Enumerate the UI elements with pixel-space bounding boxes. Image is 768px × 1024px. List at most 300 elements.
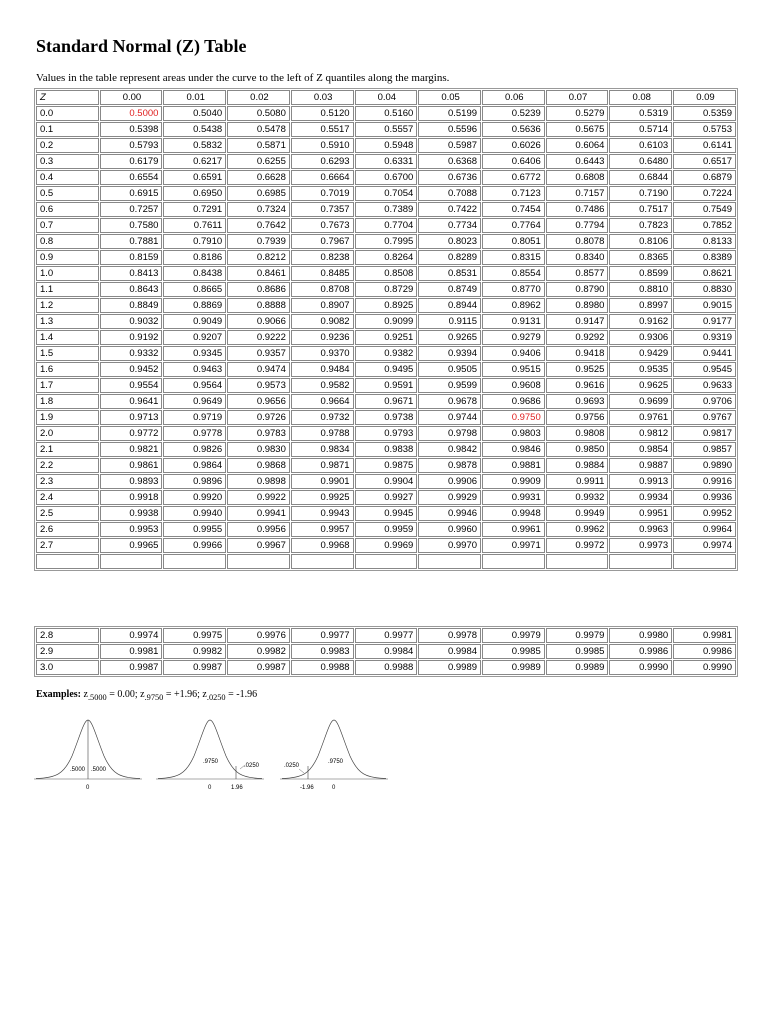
- probability-cell: 0.9878: [418, 458, 481, 473]
- probability-cell: 0.9664: [291, 394, 354, 409]
- probability-cell: 0.6026: [482, 138, 545, 153]
- probability-cell: 0.5675: [546, 122, 609, 137]
- empty-cell: [100, 554, 163, 569]
- empty-cell: [673, 554, 736, 569]
- probability-cell: 0.9767: [673, 410, 736, 425]
- table-row: [36, 154, 736, 169]
- probability-cell: 0.5438: [163, 122, 226, 137]
- probability-cell: 0.9972: [546, 538, 609, 553]
- probability-cell: 0.9772: [100, 426, 163, 441]
- empty-cell: [291, 554, 354, 569]
- probability-cell: 0.8944: [418, 298, 481, 313]
- probability-cell: 0.9706: [673, 394, 736, 409]
- probability-cell: 0.9887: [609, 458, 672, 473]
- probability-cell: 0.9977: [291, 628, 354, 643]
- probability-cell: 0.8907: [291, 298, 354, 313]
- probability-cell: 0.9868: [227, 458, 290, 473]
- probability-cell: 0.7823: [609, 218, 672, 233]
- table-row: [36, 106, 736, 121]
- row-z-value: 2.5: [36, 506, 99, 521]
- probability-cell: 0.8665: [163, 282, 226, 297]
- probability-cell: 0.9890: [673, 458, 736, 473]
- probability-cell: 0.9986: [673, 644, 736, 659]
- empty-cell: [546, 554, 609, 569]
- example-2: $z_{.9750} = +1.96$;: [140, 689, 203, 702]
- row-z-value: 0.5: [36, 186, 99, 201]
- probability-cell: 0.8888: [227, 298, 290, 313]
- probability-cell: 0.9981: [673, 628, 736, 643]
- probability-cell: 0.5478: [227, 122, 290, 137]
- probability-cell: 0.9452: [100, 362, 163, 377]
- probability-cell: 0.9406: [482, 346, 545, 361]
- row-z-value: 2.8: [36, 628, 99, 643]
- empty-cell: [36, 554, 99, 569]
- probability-cell: 0.6217: [163, 154, 226, 169]
- probability-cell: 0.9207: [163, 330, 226, 345]
- probability-cell: 0.6700: [355, 170, 418, 185]
- probability-cell: 0.7852: [673, 218, 736, 233]
- probability-cell: 0.6179: [100, 154, 163, 169]
- probability-cell: 0.9948: [482, 506, 545, 521]
- probability-cell: 0.8212: [227, 250, 290, 265]
- probability-cell: 0.6915: [100, 186, 163, 201]
- probability-cell: 0.7967: [291, 234, 354, 249]
- row-z-value: 1.0: [36, 266, 99, 281]
- probability-cell: 0.9962: [546, 522, 609, 537]
- probability-cell: 0.6255: [227, 154, 290, 169]
- column-header: 0.09: [673, 90, 736, 105]
- probability-cell: 0.9463: [163, 362, 226, 377]
- probability-cell: 0.9382: [355, 346, 418, 361]
- table-row: [36, 330, 736, 345]
- table-row: [36, 202, 736, 217]
- probability-cell: 0.5239: [482, 106, 545, 121]
- probability-cell: 0.7123: [482, 186, 545, 201]
- probability-cell: 0.9960: [418, 522, 481, 537]
- probability-cell: 0.9881: [482, 458, 545, 473]
- probability-cell: 0.8708: [291, 282, 354, 297]
- probability-cell: 0.9115: [418, 314, 481, 329]
- probability-cell: 0.7881: [100, 234, 163, 249]
- probability-cell: 0.9535: [609, 362, 672, 377]
- probability-cell: 0.8980: [546, 298, 609, 313]
- probability-cell: 0.9838: [355, 442, 418, 457]
- probability-cell: 0.9965: [100, 538, 163, 553]
- table-row: [36, 234, 736, 249]
- curve1-right-area: .5000: [91, 767, 107, 773]
- probability-cell: 0.9756: [546, 410, 609, 425]
- row-z-value: 1.3: [36, 314, 99, 329]
- table-row: [36, 282, 736, 297]
- probability-cell: 0.5910: [291, 138, 354, 153]
- probability-cell: 0.9850: [546, 442, 609, 457]
- table-row: [36, 442, 736, 457]
- probability-cell: 0.9591: [355, 378, 418, 393]
- table-row: [36, 314, 736, 329]
- probability-cell: 0.7794: [546, 218, 609, 233]
- probability-cell: 0.7019: [291, 186, 354, 201]
- probability-cell: 0.9971: [482, 538, 545, 553]
- probability-cell: 0.9049: [163, 314, 226, 329]
- probability-cell: 0.9525: [546, 362, 609, 377]
- z-table-main: [34, 88, 738, 571]
- curve1-axis-zero: 0: [86, 785, 90, 791]
- probability-cell: 0.7611: [163, 218, 226, 233]
- probability-cell: 0.7357: [291, 202, 354, 217]
- column-header: 0.05: [418, 90, 481, 105]
- probability-cell: 0.9951: [609, 506, 672, 521]
- probability-cell: 0.7910: [163, 234, 226, 249]
- row-z-value: 3.0: [36, 660, 99, 675]
- table-row: [36, 266, 736, 281]
- probability-cell: 0.9957: [291, 522, 354, 537]
- probability-cell: 0.9984: [355, 644, 418, 659]
- probability-cell: 0.8238: [291, 250, 354, 265]
- row-z-value: 0.6: [36, 202, 99, 217]
- probability-cell: 0.7580: [100, 218, 163, 233]
- probability-cell: 0.9981: [100, 644, 163, 659]
- probability-cell: 0.9982: [227, 644, 290, 659]
- probability-cell: 0.9970: [418, 538, 481, 553]
- curve2-right-area: .0250: [244, 763, 260, 769]
- probability-cell: 0.9761: [609, 410, 672, 425]
- probability-cell: 0.8023: [418, 234, 481, 249]
- curve3-axis-z: -1.96: [300, 785, 314, 791]
- probability-cell: 0.9793: [355, 426, 418, 441]
- probability-cell: 0.9974: [673, 538, 736, 553]
- probability-cell: 0.9871: [291, 458, 354, 473]
- probability-cell: 0.9599: [418, 378, 481, 393]
- probability-cell: 0.9484: [291, 362, 354, 377]
- probability-cell: 0.9846: [482, 442, 545, 457]
- header-z: Z: [36, 90, 99, 105]
- probability-cell: 0.9861: [100, 458, 163, 473]
- probability-cell: 0.9649: [163, 394, 226, 409]
- probability-cell: 0.8461: [227, 266, 290, 281]
- probability-cell: 0.6554: [100, 170, 163, 185]
- table-row: [36, 122, 736, 137]
- examples-label: Examples: [36, 689, 78, 700]
- probability-cell: 0.9251: [355, 330, 418, 345]
- probability-cell: 0.5517: [291, 122, 354, 137]
- probability-cell: 0.9441: [673, 346, 736, 361]
- probability-cell: 0.6406: [482, 154, 545, 169]
- probability-cell: 0.9918: [100, 490, 163, 505]
- probability-cell: 0.9564: [163, 378, 226, 393]
- table-row: [36, 362, 736, 377]
- probability-cell: 0.9693: [546, 394, 609, 409]
- probability-cell: 0.6368: [418, 154, 481, 169]
- probability-cell: 0.9625: [609, 378, 672, 393]
- probability-cell: 0.7642: [227, 218, 290, 233]
- probability-cell: 0.9582: [291, 378, 354, 393]
- probability-cell: 0.9985: [546, 644, 609, 659]
- probability-cell: 0.9719: [163, 410, 226, 425]
- probability-cell: 0.6480: [609, 154, 672, 169]
- probability-cell: 0.9099: [355, 314, 418, 329]
- probability-cell: 0.8643: [100, 282, 163, 297]
- column-header: 0.01: [163, 90, 226, 105]
- probability-cell: 0.9545: [673, 362, 736, 377]
- probability-cell: 0.6985: [227, 186, 290, 201]
- probability-cell: 0.9798: [418, 426, 481, 441]
- probability-cell: 0.9875: [355, 458, 418, 473]
- probability-cell: 0.6664: [291, 170, 354, 185]
- probability-cell: 0.8133: [673, 234, 736, 249]
- probability-cell: 0.9803: [482, 426, 545, 441]
- probability-cell: 0.5120: [291, 106, 354, 121]
- probability-cell: 0.9938: [100, 506, 163, 521]
- column-header: 0.06: [482, 90, 545, 105]
- probability-cell: 0.9963: [609, 522, 672, 537]
- probability-cell: 0.9916: [673, 474, 736, 489]
- table-row: [36, 218, 736, 233]
- column-header: 0.03: [291, 90, 354, 105]
- table-row: [36, 522, 736, 537]
- row-z-value: 2.1: [36, 442, 99, 457]
- probability-cell: 0.8869: [163, 298, 226, 313]
- probability-cell: 0.8106: [609, 234, 672, 249]
- probability-cell: 0.9854: [609, 442, 672, 457]
- probability-cell: 0.9987: [100, 660, 163, 675]
- probability-cell: 0.9319: [673, 330, 736, 345]
- probability-cell: 0.9956: [227, 522, 290, 537]
- table-row: [36, 186, 736, 201]
- column-header: 0.04: [355, 90, 418, 105]
- probability-cell: 0.5636: [482, 122, 545, 137]
- curve2-axis-zero: 0: [208, 785, 212, 791]
- probability-cell: 0.9505: [418, 362, 481, 377]
- probability-cell: 0.5319: [609, 106, 672, 121]
- probability-cell: 0.9808: [546, 426, 609, 441]
- probability-cell: 0.9968: [291, 538, 354, 553]
- row-z-value: 1.6: [36, 362, 99, 377]
- probability-cell: 0.7734: [418, 218, 481, 233]
- probability-cell: 0.5359: [673, 106, 736, 121]
- probability-cell: 0.6736: [418, 170, 481, 185]
- row-z-value: 0.1: [36, 122, 99, 137]
- curve2-left-area: .9750: [203, 759, 219, 765]
- probability-cell: 0.9842: [418, 442, 481, 457]
- probability-cell: 0.9131: [482, 314, 545, 329]
- probability-cell: 0.9961: [482, 522, 545, 537]
- probability-cell: 0.7939: [227, 234, 290, 249]
- probability-cell: 0.9929: [418, 490, 481, 505]
- page-title: Standard Normal (Z) Table: [36, 36, 247, 56]
- probability-cell: 0.9834: [291, 442, 354, 457]
- probability-cell: 0.9988: [291, 660, 354, 675]
- probability-cell: 0.9987: [163, 660, 226, 675]
- probability-cell: 0.9656: [227, 394, 290, 409]
- row-z-value: 0.2: [36, 138, 99, 153]
- row-z-value: 0.7: [36, 218, 99, 233]
- probability-cell: 0.8790: [546, 282, 609, 297]
- probability-cell: 0.9292: [546, 330, 609, 345]
- probability-cell: 0.7995: [355, 234, 418, 249]
- probability-cell: 0.9279: [482, 330, 545, 345]
- probability-cell: 0.9554: [100, 378, 163, 393]
- table-row: [36, 644, 736, 659]
- probability-cell: 0.9978: [418, 628, 481, 643]
- probability-cell: 0.8621: [673, 266, 736, 281]
- example-1: $z_{.5000} = 0.00$;: [83, 689, 141, 702]
- probability-cell: 0.9986: [609, 644, 672, 659]
- row-z-value: 0.4: [36, 170, 99, 185]
- empty-cell: [227, 554, 290, 569]
- probability-cell: 0.9989: [482, 660, 545, 675]
- examples-line: Examples: $z_{.5000} = 0.00$; $z_{.9750} = +1.96$; $z_{.0250} = -1.96$: [36, 689, 258, 702]
- probability-cell: 0.5080: [227, 106, 290, 121]
- probability-cell: 0.5793: [100, 138, 163, 153]
- probability-cell: 0.7673: [291, 218, 354, 233]
- probability-cell: 0.9987: [227, 660, 290, 675]
- probability-cell: 0.9192: [100, 330, 163, 345]
- probability-cell: 0.7291: [163, 202, 226, 217]
- probability-cell: 0.6591: [163, 170, 226, 185]
- probability-cell: 0.5279: [546, 106, 609, 121]
- table-row: [36, 426, 736, 441]
- probability-cell: 0.9911: [546, 474, 609, 489]
- probability-cell: 0.8365: [609, 250, 672, 265]
- probability-cell: 0.9984: [418, 644, 481, 659]
- empty-cell: [609, 554, 672, 569]
- probability-cell: 0.9821: [100, 442, 163, 457]
- probability-cell: 0.6517: [673, 154, 736, 169]
- probability-cell: 0.9959: [355, 522, 418, 537]
- probability-cell: 0.9904: [355, 474, 418, 489]
- normal-curve-example-2: [156, 716, 264, 792]
- row-z-value: 1.4: [36, 330, 99, 345]
- probability-cell: 0.9973: [609, 538, 672, 553]
- probability-cell: 0.9826: [163, 442, 226, 457]
- probability-cell: 0.9979: [546, 628, 609, 643]
- probability-cell: 0.8051: [482, 234, 545, 249]
- example-3: $z_{.0250} = -1.96$: [202, 689, 258, 702]
- probability-cell: 0.9920: [163, 490, 226, 505]
- table-row: [36, 346, 736, 361]
- table-row: [36, 490, 736, 505]
- probability-cell: 0.9949: [546, 506, 609, 521]
- curve3-axis-zero: 0: [332, 785, 336, 791]
- probability-cell: 0.9988: [355, 660, 418, 675]
- table-row: [36, 506, 736, 521]
- probability-cell: 0.9974: [100, 628, 163, 643]
- row-z-value: 2.0: [36, 426, 99, 441]
- probability-cell: 0.9940: [163, 506, 226, 521]
- probability-cell: 0.8159: [100, 250, 163, 265]
- probability-cell: 0.6141: [673, 138, 736, 153]
- row-z-value: 1.1: [36, 282, 99, 297]
- table-row: [36, 170, 736, 185]
- probability-cell: 0.9306: [609, 330, 672, 345]
- curve3-left-area: .0250: [284, 763, 300, 769]
- empty-cell: [163, 554, 226, 569]
- probability-cell: 0.9573: [227, 378, 290, 393]
- table-row: [36, 660, 736, 675]
- probability-cell: 0.8729: [355, 282, 418, 297]
- probability-cell: 0.8577: [546, 266, 609, 281]
- probability-cell: 0.8413: [100, 266, 163, 281]
- probability-cell: 0.8599: [609, 266, 672, 281]
- probability-cell: 0.9671: [355, 394, 418, 409]
- probability-cell: 0.9979: [482, 628, 545, 643]
- probability-cell: 0.9945: [355, 506, 418, 521]
- table-row: [36, 628, 736, 643]
- probability-cell: 0.9177: [673, 314, 736, 329]
- probability-cell: 0.5040: [163, 106, 226, 121]
- row-z-value: 1.9: [36, 410, 99, 425]
- probability-cell: 0.9953: [100, 522, 163, 537]
- probability-cell: 0.9934: [609, 490, 672, 505]
- probability-cell: 0.9906: [418, 474, 481, 489]
- column-header: 0.07: [546, 90, 609, 105]
- normal-curve-example-3: [280, 716, 388, 792]
- probability-cell: 0.9980: [609, 628, 672, 643]
- row-z-value: 2.6: [36, 522, 99, 537]
- probability-cell: 0.9975: [163, 628, 226, 643]
- probability-cell: 0.9909: [482, 474, 545, 489]
- probability-cell: 0.9678: [418, 394, 481, 409]
- probability-cell: 0.8078: [546, 234, 609, 249]
- probability-cell: 0.9901: [291, 474, 354, 489]
- probability-cell: 0.5987: [418, 138, 481, 153]
- probability-cell: 0.9884: [546, 458, 609, 473]
- probability-cell: 0.5398: [100, 122, 163, 137]
- probability-cell: 0.9032: [100, 314, 163, 329]
- probability-cell: 0.9955: [163, 522, 226, 537]
- probability-cell: 0.8531: [418, 266, 481, 281]
- probability-cell: 0.9236: [291, 330, 354, 345]
- probability-cell: 0.9913: [609, 474, 672, 489]
- probability-cell: 0.9082: [291, 314, 354, 329]
- probability-cell: 0.9812: [609, 426, 672, 441]
- probability-cell: 0.7549: [673, 202, 736, 217]
- probability-cell: 0.9357: [227, 346, 290, 361]
- empty-row: [36, 554, 736, 569]
- probability-cell: 0.5714: [609, 122, 672, 137]
- probability-cell: 0.9744: [418, 410, 481, 425]
- probability-cell: 0.9222: [227, 330, 290, 345]
- curve1-left-area: .5000: [70, 767, 86, 773]
- probability-cell: 0.8925: [355, 298, 418, 313]
- probability-cell: 0.9964: [673, 522, 736, 537]
- probability-cell: 0.9941: [227, 506, 290, 521]
- probability-cell: 0.9699: [609, 394, 672, 409]
- probability-cell: 0.7389: [355, 202, 418, 217]
- probability-cell: 0.9162: [609, 314, 672, 329]
- probability-cell: 0.5871: [227, 138, 290, 153]
- probability-cell: 0.8340: [546, 250, 609, 265]
- probability-cell: 0.7224: [673, 186, 736, 201]
- probability-cell: 0.8686: [227, 282, 290, 297]
- probability-cell: 0.9732: [291, 410, 354, 425]
- probability-cell: 0.9932: [546, 490, 609, 505]
- row-z-value: 1.5: [36, 346, 99, 361]
- row-z-value: 0.3: [36, 154, 99, 169]
- table-row: [36, 394, 736, 409]
- z-table-continued: [34, 626, 738, 677]
- probability-cell: 0.7324: [227, 202, 290, 217]
- curve2-axis-z: 1.96: [231, 785, 243, 791]
- empty-cell: [355, 554, 418, 569]
- probability-cell: 0.9616: [546, 378, 609, 393]
- table-header-row: [36, 90, 736, 105]
- probability-cell: 0.7257: [100, 202, 163, 217]
- probability-cell: 0.8830: [673, 282, 736, 297]
- probability-cell: 0.9265: [418, 330, 481, 345]
- probability-cell: 0.9750: [482, 410, 545, 425]
- probability-cell: 0.9633: [673, 378, 736, 393]
